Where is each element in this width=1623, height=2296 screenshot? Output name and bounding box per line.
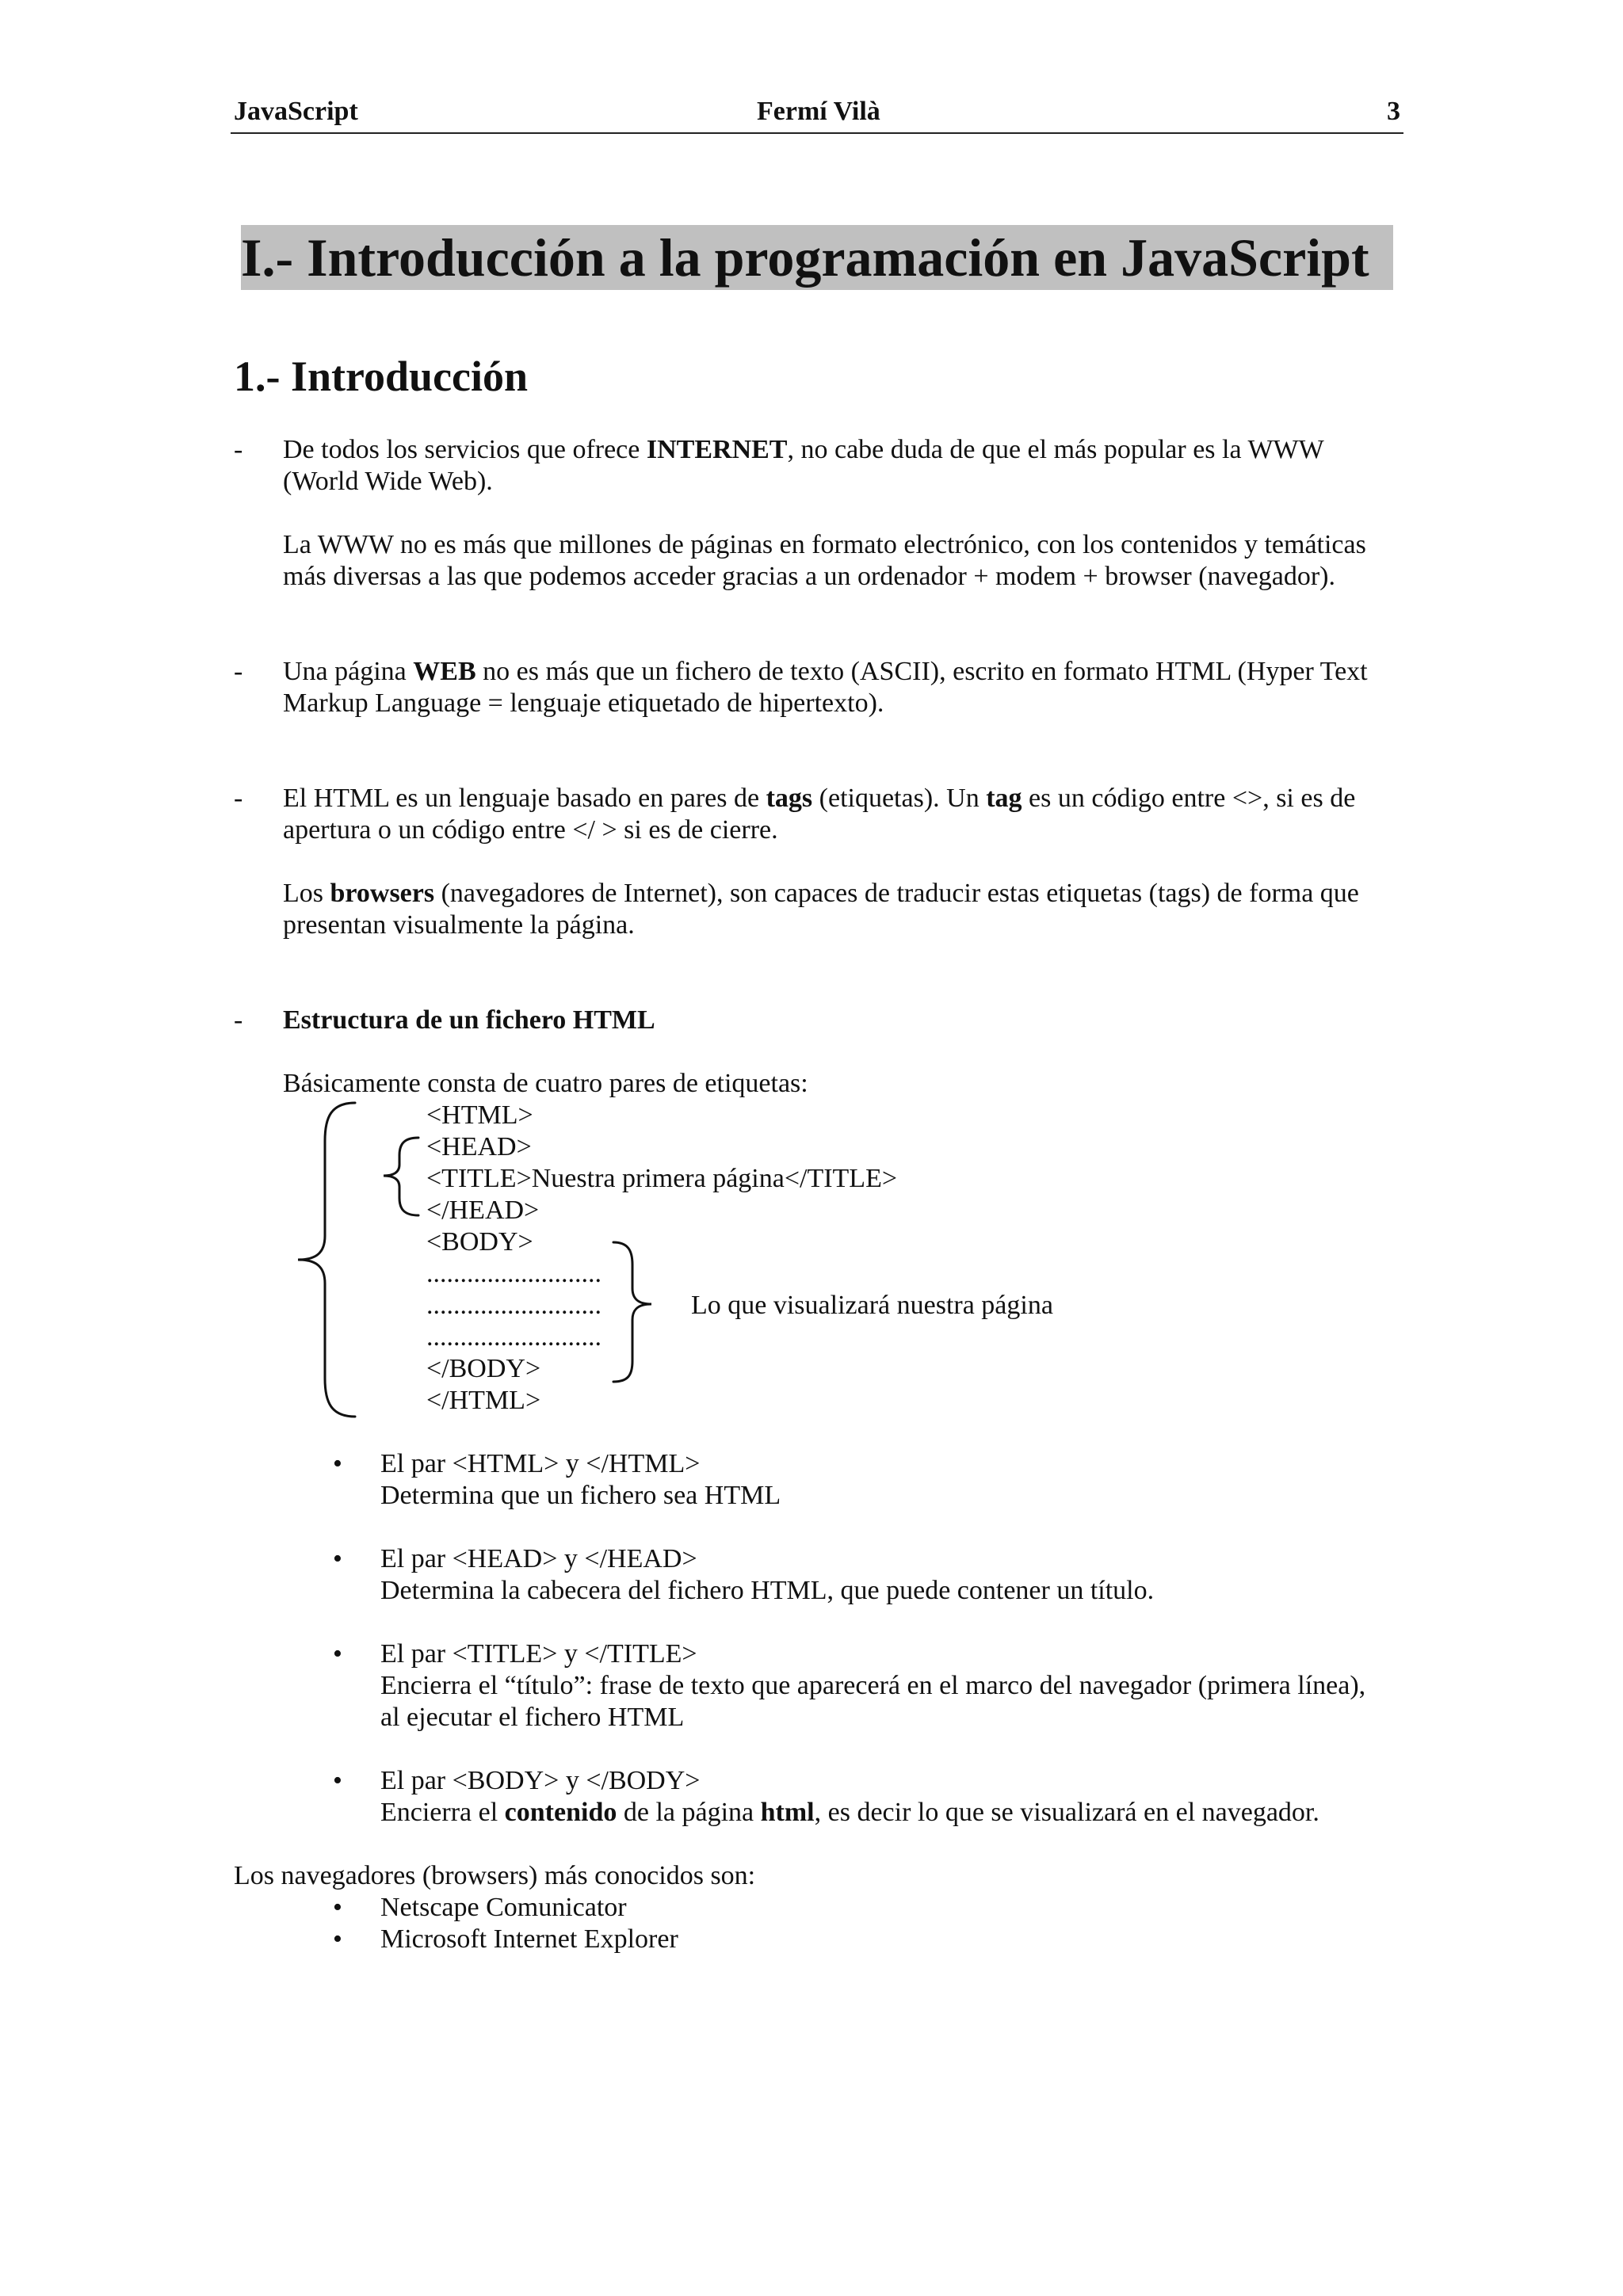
code-line: <HTML> xyxy=(426,1100,533,1130)
browser-item: Microsoft Internet Explorer xyxy=(380,1924,678,1954)
bullet-icon: • xyxy=(333,1766,342,1795)
bullet-desc: Determina que un fichero sea HTML xyxy=(380,1481,781,1510)
bullet-title: El par <BODY> y </BODY> xyxy=(380,1766,701,1795)
outer-brace xyxy=(298,1103,355,1417)
bullet-icon: • xyxy=(333,1544,342,1573)
header-author: Fermí Vilà xyxy=(757,97,880,126)
paragraph-line: Una página WEB no es más que un fichero de texto (ASCII), escrito en formato HTML (Hyper Text xyxy=(283,657,1368,686)
code-line: .......................... xyxy=(426,1322,601,1352)
bullet-icon: • xyxy=(333,1639,342,1669)
dash-marker: - xyxy=(234,657,243,686)
page-number: 3 xyxy=(1387,97,1400,126)
bullet-icon: • xyxy=(333,1449,342,1478)
bullet-icon: • xyxy=(333,1924,342,1954)
dash-marker: - xyxy=(234,784,243,813)
bullet-desc: al ejecutar el fichero HTML xyxy=(380,1703,685,1732)
paragraph-line: (World Wide Web). xyxy=(283,467,493,496)
header-left: JavaScript xyxy=(234,97,358,126)
bullet-title: El par <TITLE> y </TITLE> xyxy=(380,1639,697,1669)
code-line: <BODY> xyxy=(426,1227,533,1257)
code-line: <TITLE>Nuestra primera página</TITLE> xyxy=(426,1164,898,1193)
code-line: .......................... xyxy=(426,1259,601,1288)
paragraph-line: presentan visualmente la página. xyxy=(283,910,635,940)
bullet-title: El par <HTML> y </HTML> xyxy=(380,1449,701,1478)
head-brace xyxy=(384,1138,418,1215)
code-annotation: Lo que visualizará nuestra página xyxy=(691,1291,1053,1320)
paragraph-line: El HTML es un lenguaje basado en pares de tags (etiquetas). Un tag es un código entre <>, si es de xyxy=(283,784,1356,813)
code-line: <HEAD> xyxy=(426,1132,532,1161)
chapter-title: I.- Introducción a la programación en JavaScript xyxy=(241,227,1369,288)
paragraph-line: Los browsers (navegadores de Internet), son capaces de traducir estas etiquetas (tags) de forma que xyxy=(283,879,1359,908)
bullet-icon: • xyxy=(333,1893,342,1922)
paragraph-line: Básicamente consta de cuatro pares de etiquetas: xyxy=(283,1069,808,1098)
body-brace xyxy=(613,1242,651,1382)
subsection-heading: Estructura de un fichero HTML xyxy=(283,1005,655,1035)
section-title: 1.- Introducción xyxy=(234,353,529,400)
paragraph-line: apertura o un código entre </ > si es de cierre. xyxy=(283,815,778,845)
code-line: .......................... xyxy=(426,1291,601,1320)
paragraph-line: De todos los servicios que ofrece INTERNET, no cabe duda de que el más popular es la WWW xyxy=(283,435,1324,464)
bullet-title: El par <HEAD> y </HEAD> xyxy=(380,1544,697,1573)
code-line: </HTML> xyxy=(426,1386,541,1415)
dash-marker: - xyxy=(234,435,243,464)
paragraph-line: La WWW no es más que millones de páginas en formato electrónico, con los contenidos y temáticas xyxy=(283,530,1366,559)
bullet-desc: Encierra el contenido de la página html, es decir lo que se visualizará en el navegador. xyxy=(380,1798,1319,1827)
dash-marker: - xyxy=(234,1005,243,1035)
browsers-intro: Los navegadores (browsers) más conocidos son: xyxy=(234,1861,756,1890)
paragraph-line: Markup Language = lenguaje etiquetado de hipertexto). xyxy=(283,688,884,718)
browser-item: Netscape Comunicator xyxy=(380,1893,627,1922)
code-line: </BODY> xyxy=(426,1354,541,1383)
code-line: </HEAD> xyxy=(426,1196,540,1225)
bullet-desc: Determina la cabecera del fichero HTML, que puede contener un título. xyxy=(380,1576,1155,1605)
bullet-desc: Encierra el “título”: frase de texto que aparecerá en el marco del navegador (primera línea), xyxy=(380,1671,1366,1700)
paragraph-line: más diversas a las que podemos acceder gracias a un ordenador + modem + browser (navegador). xyxy=(283,562,1335,591)
